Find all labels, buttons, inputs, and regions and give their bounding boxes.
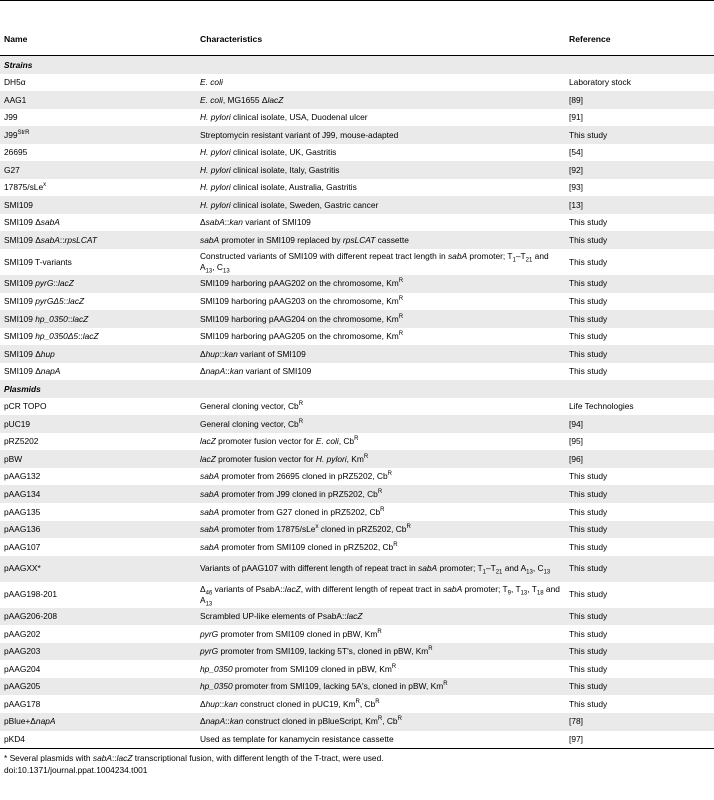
cell-reference: [91] [569, 112, 583, 123]
cell-characteristics: lacZ promoter fusion vector for H. pylori, $Km^R$ [196, 450, 565, 468]
table-row [0, 556, 714, 582]
section-label: Strains [0, 56, 196, 74]
section-row-strains [0, 56, 714, 74]
cell-name: DH5α [4, 77, 26, 88]
cell-name: SMI109 pyrG::lacZ [0, 275, 196, 293]
cell-name: pAAG203 [0, 643, 196, 661]
cell-characteristics: H. pylori clinical isolate, Italy, Gastritis [196, 161, 565, 179]
table-row [0, 179, 714, 197]
cell-reference: This study [569, 663, 608, 674]
cell-name: 17875/sLe$^x$ [4, 182, 47, 193]
header-reference: Reference [565, 1, 714, 56]
cell-name: pAAG198-201 [4, 589, 58, 600]
cell-name: SMI109 ΔsabA [4, 217, 60, 228]
cell-reference: [92] [565, 161, 714, 179]
cell-name: pUC19 [0, 415, 196, 433]
cell-name: SMI109 pyrGΔ5::lacZ [4, 296, 85, 307]
cell-name: SMI109 hp_0350Δ5::lacZ [4, 331, 99, 342]
cell-characteristics: ΔsabA::kan variant of SMI109 [200, 217, 311, 228]
cell-name: $J99^{StrR}$ [0, 126, 196, 144]
cell-reference: This study [569, 628, 608, 639]
cell-characteristics: Constructed variants of SMI109 with different repeat tract length in sabA promoter; $T_1-T_{21}$ and $A_{13}$, $C_{13}$ [200, 251, 549, 275]
cell-name: pAAG136 [0, 521, 196, 539]
cell-reference: [93] [569, 182, 583, 193]
table-row [0, 713, 714, 731]
cell-reference: This study [569, 541, 608, 552]
table-row [0, 293, 714, 311]
cell-characteristics: sabA promoter from G27 cloned in pRZ5202, $Cb^R$ [200, 506, 385, 517]
cell-reference: This study [569, 698, 608, 709]
cell-characteristics: Δhup::kan variant of SMI109 [196, 345, 565, 363]
cell-name: J99 [4, 112, 18, 123]
cell-name: pAAGXX* [0, 556, 196, 582]
cell-reference: This study [569, 471, 608, 482]
cell-reference: Laboratory stock [569, 77, 631, 88]
cell-characteristics: SMI109 harboring pAAG205 on the chromosome, $Km^R$ [200, 331, 404, 342]
cell-reference: This study [565, 310, 714, 328]
cell-name: pAAG202 [4, 628, 41, 639]
table-row [0, 345, 714, 363]
table-row [0, 660, 714, 678]
cell-characteristics: H. pylori clinical isolate, Australia, Gastritis [200, 182, 357, 193]
cell-reference: This study [569, 366, 608, 377]
cell-reference: This study [569, 256, 608, 267]
table-row [0, 214, 714, 232]
doi-text: doi:10.1371/journal.ppat.1004234.t001 [4, 764, 148, 775]
cell-reference: [94] [565, 415, 714, 433]
cell-name: pAAG178 [4, 698, 41, 709]
cell-name: 26695 [4, 147, 28, 158]
header-characteristics: Characteristics [196, 1, 565, 56]
cell-reference: This study [565, 275, 714, 293]
cell-name: pAAG134 [0, 485, 196, 503]
table-row [0, 433, 714, 451]
cell-characteristics: ΔnapA::kan variant of SMI109 [200, 366, 312, 377]
cell-characteristics: lacZ promoter fusion vector for E. coli, $Cb^R$ [200, 436, 359, 447]
section-row-plasmids [0, 380, 714, 398]
cell-reference: This study [565, 126, 714, 144]
cell-name: pAAG135 [4, 506, 41, 517]
cell-name: pAAG206-208 [0, 608, 196, 626]
table-row [0, 643, 714, 661]
cell-characteristics: hp_0350 promoter from SMI109 cloned in pBW, $Km^R$ [200, 663, 397, 674]
cell-reference: [78] [565, 713, 714, 731]
cell-characteristics: Variants of pAAG107 with different length of repeat tract in sabA promoter; $T_1-T_{21}$ and $A_{13}$, $C_{13}$ [196, 556, 565, 582]
cell-reference: [95] [569, 436, 583, 447]
cell-characteristics: H. pylori clinical isolate, Sweden, Gastric cancer [196, 196, 565, 214]
cell-reference: This study [569, 506, 608, 517]
table-row [0, 126, 714, 144]
section-label: Plasmids [0, 380, 196, 398]
table-row [0, 731, 714, 749]
table-row [0, 74, 714, 92]
table-row [0, 310, 714, 328]
table-row [0, 538, 714, 556]
cell-characteristics: hp_0350 promoter from SMI109, lacking 5A's, cloned in pBW, $Km^R$ [196, 678, 565, 696]
cell-reference: This study [565, 556, 714, 582]
cell-characteristics: pyrG promoter from SMI109, lacking 5T's, cloned in pBW, $Km^R$ [196, 643, 565, 661]
cell-characteristics: sabA promoter from J99 cloned in pRZ5202, $Cb^R$ [196, 485, 565, 503]
cell-name: SMI109 ΔnapA [4, 366, 61, 377]
cell-characteristics: General cloning vector, $Cb^R$ [200, 401, 304, 412]
table-body [0, 56, 714, 749]
table-row [0, 196, 714, 214]
footnote-text: * Several plasmids with sabA::lacZ transcriptional fusion, with different length of the T-tract, were used. [4, 753, 384, 764]
cell-name: pAAG205 [0, 678, 196, 696]
cell-name: pBlue+ΔnapA [0, 713, 196, 731]
cell-name: G27 [0, 161, 196, 179]
cell-characteristics: General cloning vector, $Cb^R$ [196, 415, 565, 433]
cell-reference: [89] [565, 91, 714, 109]
cell-characteristics: H. pylori clinical isolate, USA, Duodenal ulcer [200, 112, 368, 123]
table-row [0, 485, 714, 503]
cell-characteristics: E. coli, MG1655 ΔlacZ [196, 91, 565, 109]
cell-name: SMI109 [0, 196, 196, 214]
cell-characteristics: sabA promoter from 17875/sLe$^x$ cloned in pRZ5202, $Cb^R$ [196, 521, 565, 539]
cell-reference: This study [569, 217, 608, 228]
cell-reference: This study [565, 678, 714, 696]
cell-name: pBW [0, 450, 196, 468]
cell-name: pCR TOPO [4, 401, 47, 412]
table-row [0, 468, 714, 486]
cell-name: pAAG132 [4, 471, 41, 482]
cell-reference: [13] [565, 196, 714, 214]
cell-reference: This study [569, 296, 608, 307]
cell-characteristics: sabA promoter in SMI109 replaced by rpsLCAT cassette [196, 231, 565, 249]
cell-reference: This study [565, 608, 714, 626]
cell-reference: [96] [565, 450, 714, 468]
table-row [0, 608, 714, 626]
cell-reference: [54] [569, 147, 583, 158]
cell-characteristics: SMI109 harboring pAAG204 on the chromosome, $Km^R$ [196, 310, 565, 328]
cell-name: pKD4 [0, 731, 196, 749]
cell-name: pAAG107 [4, 541, 41, 552]
table-row [0, 231, 714, 249]
table-row [0, 450, 714, 468]
table-row [0, 91, 714, 109]
cell-reference: This study [565, 521, 714, 539]
table-row [0, 363, 714, 381]
cell-name: SMI109 ΔsabA::rpsLCAT [0, 231, 196, 249]
cell-reference: This study [569, 589, 608, 600]
cell-characteristics: pyrG promoter from SMI109 cloned in pBW, $Km^R$ [200, 628, 382, 639]
cell-name: SMI109 T-variants [4, 256, 72, 267]
table-row [0, 144, 714, 162]
table-row [0, 415, 714, 433]
cell-characteristics: ΔnapA::kan construct cloned in pBlueScript, $Km^R$, $Cb^R$ [196, 713, 565, 731]
cell-characteristics: sabA promoter from 26695 cloned in pRZ5202, $Cb^R$ [200, 471, 392, 482]
cell-reference: This study [565, 231, 714, 249]
cell-characteristics: E. coli [200, 77, 223, 88]
header-name: Name [0, 1, 196, 56]
cell-characteristics: sabA promoter from SMI109 cloned in pRZ5202, $Cb^R$ [200, 541, 398, 552]
cell-name: SMI109 Δhup [0, 345, 196, 363]
table-row [0, 249, 714, 275]
cell-name: pRZ5202 [4, 436, 39, 447]
cell-name: SMI109 hp_0350::lacZ [0, 310, 196, 328]
cell-reference: This study [565, 345, 714, 363]
table-row [0, 503, 714, 521]
header-row [0, 1, 714, 56]
cell-name: AAG1 [0, 91, 196, 109]
table-row [0, 582, 714, 608]
cell-characteristics: Used as template for kanamycin resistance cassette [196, 731, 565, 749]
table-row [0, 398, 714, 416]
cell-reference: Life Technologies [569, 401, 634, 412]
cell-characteristics: $\Delta_{46}$ variants of PsabA::lacZ, with different length of repeat tract in sabA promoter; $T_9$, $T_{13}$, $T_{18}$ and $A_{13}$ [200, 584, 560, 608]
cell-characteristics: H. pylori clinical isolate, UK, Gastritis [200, 147, 337, 158]
cell-reference: This study [565, 485, 714, 503]
table-footnote [0, 749, 714, 776]
table-row [0, 625, 714, 643]
cell-reference: This study [565, 643, 714, 661]
table-row [0, 161, 714, 179]
table-row [0, 328, 714, 346]
table-row [0, 521, 714, 539]
table-row [0, 109, 714, 127]
cell-characteristics: Δhup::kan construct cloned in pUC19, $Km^R$, $Cb^R$ [200, 698, 380, 709]
cell-characteristics: Scrambled UP-like elements of PsabA::lacZ [196, 608, 565, 626]
cell-reference: [97] [565, 731, 714, 749]
table-row [0, 275, 714, 293]
table-row [0, 695, 714, 713]
cell-characteristics: SMI109 harboring pAAG203 on the chromosome, $Km^R$ [200, 296, 404, 307]
cell-reference: This study [569, 331, 608, 342]
cell-characteristics: Streptomycin resistant variant of J99, mouse-adapted [196, 126, 565, 144]
cell-name: pAAG204 [4, 663, 41, 674]
table-row [0, 678, 714, 696]
cell-characteristics: SMI109 harboring pAAG202 on the chromosome, $Km^R$ [196, 275, 565, 293]
